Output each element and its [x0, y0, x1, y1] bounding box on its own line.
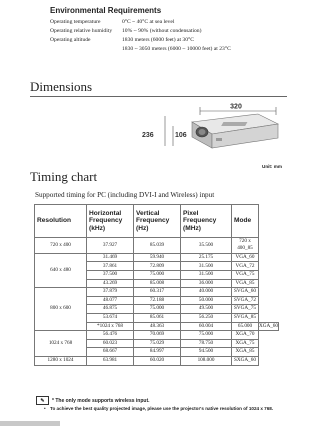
pixel-freq-cell: 25.175 — [181, 253, 232, 262]
vfreq-cell: 60.317 — [134, 288, 181, 297]
vfreq-cell: 72.809 — [134, 262, 181, 271]
vfreq-cell: 59.940 — [134, 253, 181, 262]
environment-label: Operating relative humidity — [50, 28, 113, 34]
environment-value: 1830 meters (6000 feet) at 30°C — [122, 37, 194, 43]
vfreq-cell: 60.020 — [134, 356, 181, 365]
column-header: Pixel Frequency (MHz) — [181, 205, 232, 238]
wireless-note — [36, 396, 150, 405]
environment-value: 1830 ~ 3050 meters (6000 ~ 10000 feet) at 23°C — [122, 46, 231, 52]
resolution-cell: 1280 x 1024 — [35, 356, 87, 365]
mode-cell: SVGA_75 — [232, 305, 259, 314]
mode-cell: SXGA_60 — [232, 356, 259, 365]
environment-label: Operating altitude — [50, 37, 91, 43]
vfreq-cell: 75.029 — [134, 339, 181, 348]
width-label: 320 — [230, 103, 242, 111]
hfreq-cell: 63.981 — [87, 356, 134, 365]
mode-cell: XGA_85 — [232, 348, 259, 357]
table-row — [35, 238, 279, 254]
hfreq-cell: 37.500 — [87, 271, 134, 280]
column-header: Resolution — [35, 205, 87, 238]
pixel-freq-cell: 108.000 — [181, 356, 232, 365]
environment-value: 0°C ~ 40°C at sea level — [122, 19, 175, 25]
environment-row — [50, 28, 280, 37]
environment-label: Operating temperature — [50, 19, 101, 25]
pixel-freq-cell: 65.000 — [232, 322, 259, 331]
environment-row — [50, 37, 280, 46]
environment-title: Environmental Requirements — [50, 6, 162, 15]
projector-icon — [192, 114, 278, 148]
pixel-freq-cell: 50.000 — [181, 296, 232, 305]
pixel-freq-cell: 35.500 — [181, 238, 232, 254]
mode-cell: XGA_75 — [232, 339, 259, 348]
hfreq-cell: 37.861 — [87, 262, 134, 271]
hfreq-cell: 37.927 — [87, 238, 134, 254]
vfreq-cell: 85.039 — [134, 238, 181, 254]
hfreq-cell: 48.363 — [134, 322, 181, 331]
vfreq-cell: 75.000 — [134, 305, 181, 314]
vfreq-cell: 70.069 — [134, 331, 181, 340]
mode-cell: SVGA_60 — [232, 288, 259, 297]
footer-bar — [0, 421, 60, 426]
resolution-cell: 640 x 480 — [35, 253, 87, 287]
vfreq-cell: 75.000 — [134, 271, 181, 280]
timing-heading: Timing chart — [30, 169, 98, 184]
unit-label: Unit: mm — [262, 164, 282, 169]
table-row — [35, 356, 279, 365]
mode-cell: SVGA_85 — [232, 313, 259, 322]
table-row — [35, 253, 279, 262]
resolution-cell: *1024 x 768 — [87, 322, 134, 331]
tip-text: To achieve the best quality projected image, please use the projector's native resolution of 1024 x 768. — [50, 406, 274, 411]
mode-cell: VGA_75 — [232, 271, 259, 280]
mode-cell: SVGA_72 — [232, 296, 259, 305]
vfreq-cell: 60.004 — [181, 322, 232, 331]
mode-cell: XGA_70 — [232, 331, 259, 340]
resolution-cell: 1024 x 768 — [35, 331, 87, 357]
pixel-freq-cell: 75.000 — [181, 331, 232, 340]
pixel-freq-cell: 56.250 — [181, 313, 232, 322]
depth-label: 106 — [175, 132, 187, 139]
pixel-freq-cell: 94.500 — [181, 348, 232, 357]
environment-label — [50, 46, 122, 55]
mode-cell: XGA_60 — [258, 322, 278, 329]
hfreq-cell: 31.469 — [87, 253, 134, 262]
pixel-freq-cell: 40.000 — [181, 288, 232, 297]
column-header: Horizontal Frequency (kHz) — [87, 205, 134, 238]
height-label: 236 — [142, 132, 154, 139]
pixel-freq-cell: 49.500 — [181, 305, 232, 314]
mode-cell: VGA_85 — [232, 279, 259, 288]
mode-cell: VGA_72 — [232, 262, 259, 271]
table-row — [35, 288, 279, 297]
hfreq-cell: 37.879 — [87, 288, 134, 297]
hfreq-cell: 43.269 — [87, 279, 134, 288]
resolution-cell: 720 x 400 — [35, 238, 87, 254]
mode-cell: VGA_60 — [232, 253, 259, 262]
projector-dimension-figure — [140, 102, 280, 162]
vfreq-cell: 85.061 — [134, 313, 181, 322]
hfreq-cell: 56.476 — [87, 331, 134, 340]
table-row — [35, 331, 279, 340]
hfreq-cell: 60.023 — [87, 339, 134, 348]
heading-rule — [30, 96, 287, 97]
pixel-freq-cell: 31.500 — [181, 262, 232, 271]
timing-intro: Supported timing for PC (including DVI-I and Wireless) input — [35, 191, 215, 199]
hfreq-cell: 46.875 — [87, 305, 134, 314]
pixel-freq-cell: 36.000 — [181, 279, 232, 288]
vfreq-cell: 72.188 — [134, 296, 181, 305]
dimensions-heading: Dimensions — [30, 79, 93, 94]
hfreq-cell: 68.667 — [87, 348, 134, 357]
mode-cell: 720 x 400_85 — [232, 238, 259, 254]
timing-table — [34, 204, 279, 366]
column-header: Vertical Frequency (Hz) — [134, 205, 181, 238]
resolution-cell: 800 x 600 — [35, 288, 87, 331]
note-icon: ✎ — [36, 396, 49, 405]
bullet-icon: • — [44, 406, 46, 411]
hfreq-cell: 53.674 — [87, 313, 134, 322]
environment-row — [50, 19, 280, 28]
hfreq-cell: 48.077 — [87, 296, 134, 305]
pixel-freq-cell: 78.750 — [181, 339, 232, 348]
resolution-tip — [44, 406, 280, 412]
environment-row — [50, 46, 280, 55]
note-text: * The only mode supports wireless input. — [52, 397, 150, 404]
environment-table — [50, 19, 280, 55]
vfreq-cell: 84.997 — [134, 348, 181, 357]
pixel-freq-cell: 31.500 — [181, 271, 232, 280]
column-header: Mode — [232, 205, 259, 238]
vfreq-cell: 85.008 — [134, 279, 181, 288]
environment-value: 10% ~ 90% (without condensation) — [122, 28, 202, 34]
